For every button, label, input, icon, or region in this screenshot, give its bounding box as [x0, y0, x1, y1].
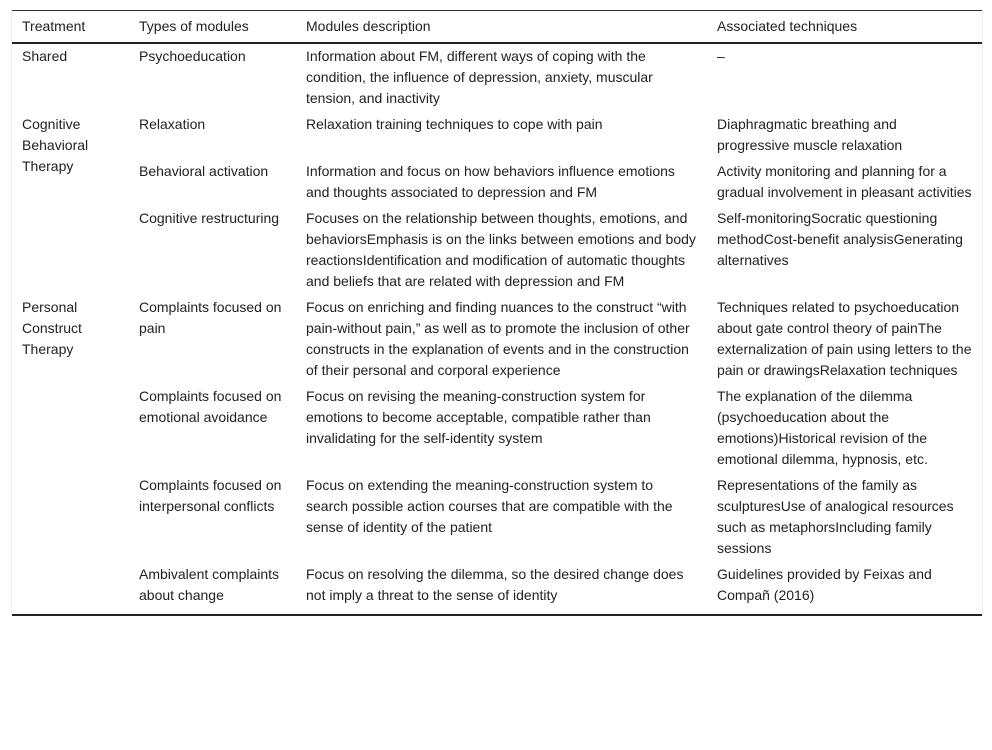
header-treatment: Treatment	[12, 11, 129, 44]
module-cell: Psychoeducation	[139, 48, 246, 64]
header-row	[12, 11, 982, 44]
header-modules-description: Modules description	[296, 11, 707, 44]
description-cell: Information and focus on how behaviors influence emotions and thoughts associated to depression and FM	[306, 163, 675, 200]
techniques-cell: The explanation of the dilemma (psychoeducation about the emotions)Historical revision of the emotional dilemma, hypnosis, etc.	[717, 388, 928, 467]
header-associated-techniques: Associated techniques	[707, 11, 982, 44]
description-cell: Focus on revising the meaning-construction system for emotions to become acceptable, compatible rather than invalidating for the self-identity system	[306, 388, 651, 446]
techniques-cell: Self-monitoringSocratic questioning methodCost-benefit analysisGenerating alternatives	[717, 210, 963, 268]
table-row	[12, 206, 982, 295]
techniques-cell: Guidelines provided by Feixas and Compañ (2016)	[717, 566, 932, 603]
table-row	[12, 43, 982, 112]
description-cell: Focus on resolving the dilemma, so the desired change does not imply a threat to the sense of identity	[306, 566, 684, 603]
treatment-cell: Shared	[22, 48, 68, 64]
techniques-cell: Techniques related to psychoeducation about gate control theory of painThe externalization of pain using letters to the pain or drawingsRelaxation techniques	[717, 299, 972, 378]
table-container	[11, 10, 983, 616]
module-cell: Ambivalent complaints about change	[139, 566, 280, 603]
module-cell: Complaints focused on interpersonal conflicts	[139, 477, 282, 514]
table-row	[12, 562, 982, 615]
header-types-of-modules: Types of modules	[129, 11, 296, 44]
table-row	[12, 112, 982, 159]
module-cell: Behavioral activation	[139, 163, 269, 179]
techniques-cell: Diaphragmatic breathing and progressive muscle relaxation	[717, 116, 903, 153]
module-cell: Complaints focused on pain	[139, 299, 282, 336]
description-cell: Focus on enriching and finding nuances to the construct “with pain-without pain,” as well as to promote the inclusion of other constructs in the explanation of events and in the construction of their personal and corporal experience	[306, 299, 690, 378]
description-cell: Information about FM, different ways of coping with the condition, the influence of depression, anxiety, muscular tension, and inactivity	[306, 48, 653, 106]
table-row	[12, 384, 982, 473]
treatment-cell: Cognitive Behavioral Therapy	[22, 116, 89, 174]
treatment-modules-table	[12, 10, 982, 616]
module-cell: Relaxation	[139, 116, 206, 132]
module-cell: Cognitive restructuring	[139, 210, 280, 226]
table-row	[12, 473, 982, 562]
description-cell: Focuses on the relationship between thoughts, emotions, and behaviorsEmphasis is on the links between emotions and body reactionsIdentification and modification of automatic thoughts and beliefs that are related with depression and FM	[306, 210, 696, 289]
table-row	[12, 295, 982, 384]
techniques-cell: –	[717, 48, 725, 64]
description-cell: Focus on extending the meaning-construction system to search possible action courses that are compatible with the sense of identity of the patient	[306, 477, 673, 535]
techniques-cell: Representations of the family as sculpturesUse of analogical resources such as metaphorsIncluding family sessions	[717, 477, 954, 556]
treatment-cell: Personal Construct Therapy	[22, 299, 82, 357]
description-cell: Relaxation training techniques to cope with pain	[306, 116, 603, 132]
table-row	[12, 159, 982, 206]
techniques-cell: Activity monitoring and planning for a gradual involvement in pleasant activities	[717, 163, 972, 200]
module-cell: Complaints focused on emotional avoidance	[139, 388, 282, 425]
